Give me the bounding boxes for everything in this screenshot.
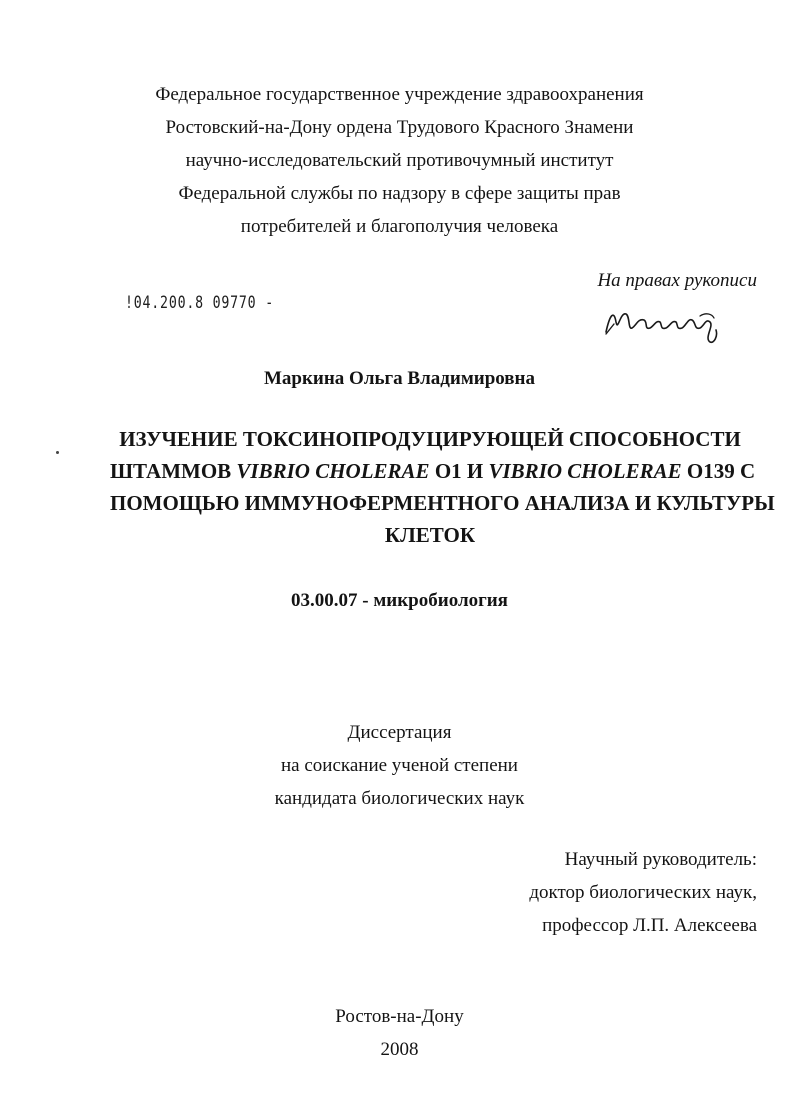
institution-header: [0, 78, 799, 243]
title-text: ШТАММОВ: [110, 459, 237, 483]
degree-line: кандидата биологических наук: [274, 788, 525, 809]
dissertation-title: [110, 423, 775, 551]
institution-line: Ростовский-на-Дону ордена Трудового Красного Знамени: [165, 117, 634, 138]
specialty-code: 03.00.07 - микробиология: [291, 590, 508, 611]
degree-line: Диссертация: [347, 722, 452, 743]
degree-statement: [0, 716, 799, 815]
institution-line: потребителей и благополучия человека: [240, 216, 559, 237]
handwritten-signature: [600, 300, 740, 348]
title-text: О139 С: [681, 459, 756, 483]
library-serial-stamp: !04.200.8 09770 -: [125, 293, 274, 313]
scientific-advisor: [529, 843, 757, 942]
degree-line: на соискание ученой степени: [281, 755, 518, 776]
institution-line: научно-исследовательский противочумный институт: [185, 150, 614, 171]
scan-speck: [56, 451, 59, 454]
advisor-line: Научный руководитель:: [564, 849, 757, 870]
title-line: КЛЕТОК: [384, 523, 476, 547]
species-name: VIBRIO CHOLERAE: [236, 459, 430, 483]
advisor-line: доктор биологических наук,: [529, 882, 757, 903]
place-and-year: [0, 1000, 799, 1066]
author-name: Маркина Ольга Владимировна: [263, 368, 536, 389]
title-line: [110, 455, 756, 487]
year: 2008: [380, 1039, 419, 1060]
manuscript-rights-label: На правах рукописи: [597, 270, 757, 291]
title-line: ИЗУЧЕНИЕ ТОКСИНОПРОДУЦИРУЮЩЕЙ СПОСОБНОСТИ: [119, 427, 741, 451]
title-line: ПОМОЩЬЮ ИММУНОФЕРМЕНТНОГО АНАЛИЗА И КУЛЬТУРЫ: [110, 491, 775, 515]
species-name: VIBRIO CHOLERAE: [488, 459, 682, 483]
advisor-line: профессор Л.П. Алексеева: [542, 915, 757, 936]
title-text: О1 И: [429, 459, 489, 483]
institution-line: Федеральной службы по надзору в сфере защиты прав: [178, 183, 621, 204]
institution-line: Федеральное государственное учреждение здравоохранения: [155, 84, 644, 105]
place: Ростов-на-Дону: [335, 1006, 464, 1027]
